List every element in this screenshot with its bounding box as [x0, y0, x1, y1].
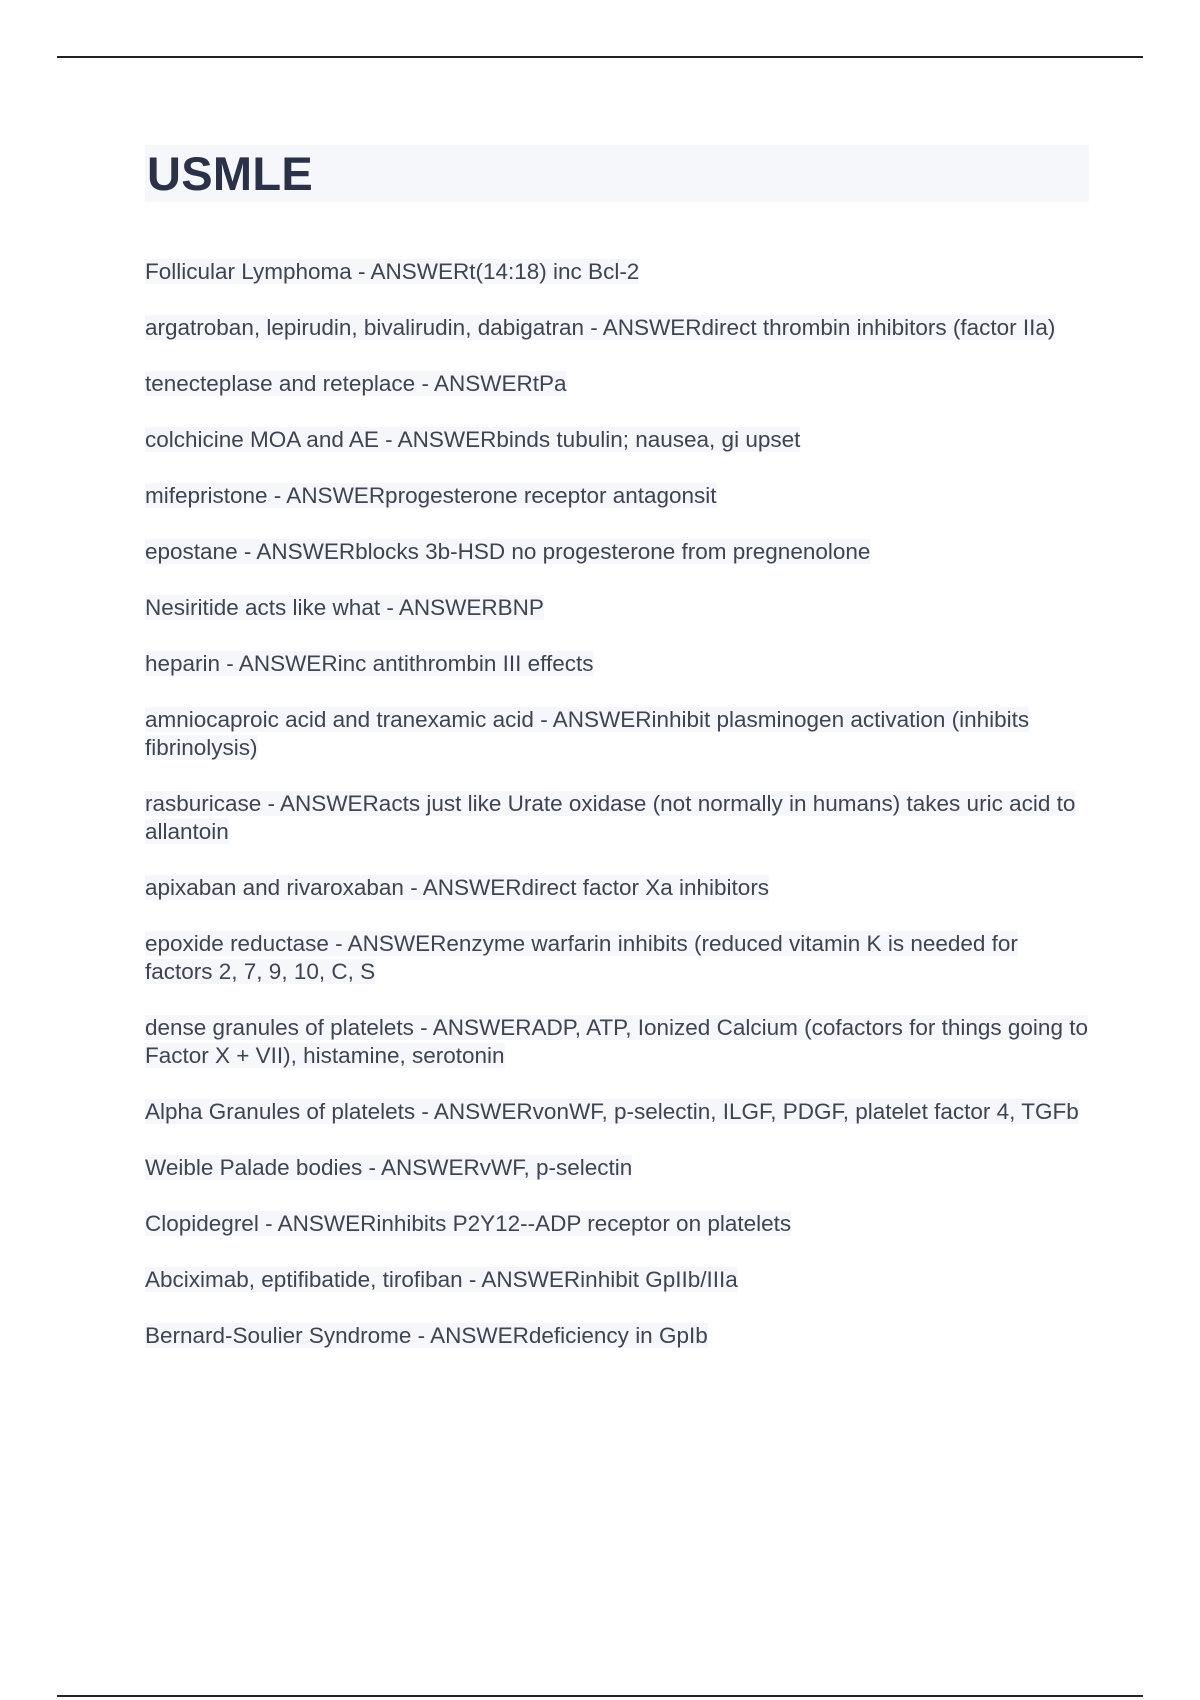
flashcard-entry [145, 1322, 1089, 1350]
flashcard-text: heparin - ANSWERinc antithrombin III effects [145, 651, 594, 676]
flashcard-entry [145, 1210, 1089, 1238]
flashcard-text: Alpha Granules of platelets - ANSWERvonWF, p-selectin, ILGF, PDGF, platelet factor 4, TGFb [145, 1099, 1079, 1124]
flashcard-entry [145, 426, 1089, 454]
flashcard-entry [145, 706, 1089, 762]
title-band [145, 145, 1089, 202]
flashcard-entry [145, 650, 1089, 678]
flashcard-entry [145, 874, 1089, 902]
header-rule [57, 56, 1143, 58]
flashcard-text: argatroban, lepirudin, bivalirudin, dabigatran - ANSWERdirect thrombin inhibitors (factor IIa) [145, 315, 1056, 340]
flashcard-text: rasburicase - ANSWERacts just like Urate oxidase (not normally in humans) takes uric acid to allantoin [145, 791, 1076, 844]
flashcard-text: amniocaproic acid and tranexamic acid - ANSWERinhibit plasminogen activation (inhibits fibrinolysis) [145, 707, 1030, 760]
document-body [145, 145, 1089, 1350]
flashcard-entry [145, 1154, 1089, 1182]
flashcard-entry [145, 370, 1089, 398]
flashcard-entry [145, 1098, 1089, 1126]
document-title: USMLE [147, 147, 313, 200]
flashcard-entry [145, 482, 1089, 510]
flashcard-text: Nesiritide acts like what - ANSWERBNP [145, 595, 544, 620]
flashcard-text: epostane - ANSWERblocks 3b-HSD no progesterone from pregnenolone [145, 539, 871, 564]
flashcard-entry [145, 1266, 1089, 1294]
flashcard-entry [145, 790, 1089, 846]
flashcard-text: tenecteplase and reteplace - ANSWERtPa [145, 371, 567, 396]
flashcard-text: Abciximab, eptifibatide, tirofiban - ANSWERinhibit GpIIb/IIIa [145, 1267, 738, 1292]
flashcard-text: Clopidegrel - ANSWERinhibits P2Y12--ADP receptor on platelets [145, 1211, 792, 1236]
flashcard-entry [145, 930, 1089, 986]
flashcard-text: Weible Palade bodies - ANSWERvWF, p-selectin [145, 1155, 633, 1180]
flashcard-text: epoxide reductase - ANSWERenzyme warfarin inhibits (reduced vitamin K is needed for factors 2, 7, 9, 10, C, S [145, 931, 1018, 984]
flashcard-list [145, 258, 1089, 1350]
flashcard-entry [145, 1014, 1089, 1070]
flashcard-text: apixaban and rivaroxaban - ANSWERdirect factor Xa inhibitors [145, 875, 770, 900]
flashcard-text: colchicine MOA and AE - ANSWERbinds tubulin; nausea, gi upset [145, 427, 801, 452]
flashcard-entry [145, 314, 1089, 342]
flashcard-entry [145, 258, 1089, 286]
footer-rule [57, 1695, 1143, 1697]
flashcard-text: mifepristone - ANSWERprogesterone receptor antagonsit [145, 483, 717, 508]
flashcard-text: Bernard-Soulier Syndrome - ANSWERdeficiency in GpIb [145, 1323, 708, 1348]
flashcard-entry [145, 594, 1089, 622]
flashcard-text: Follicular Lymphoma - ANSWERt(14:18) inc Bcl-2 [145, 259, 640, 284]
flashcard-text: dense granules of platelets - ANSWERADP, ATP, Ionized Calcium (cofactors for things going to Factor X + VII), histamine, serotonin [145, 1015, 1088, 1068]
flashcard-entry [145, 538, 1089, 566]
